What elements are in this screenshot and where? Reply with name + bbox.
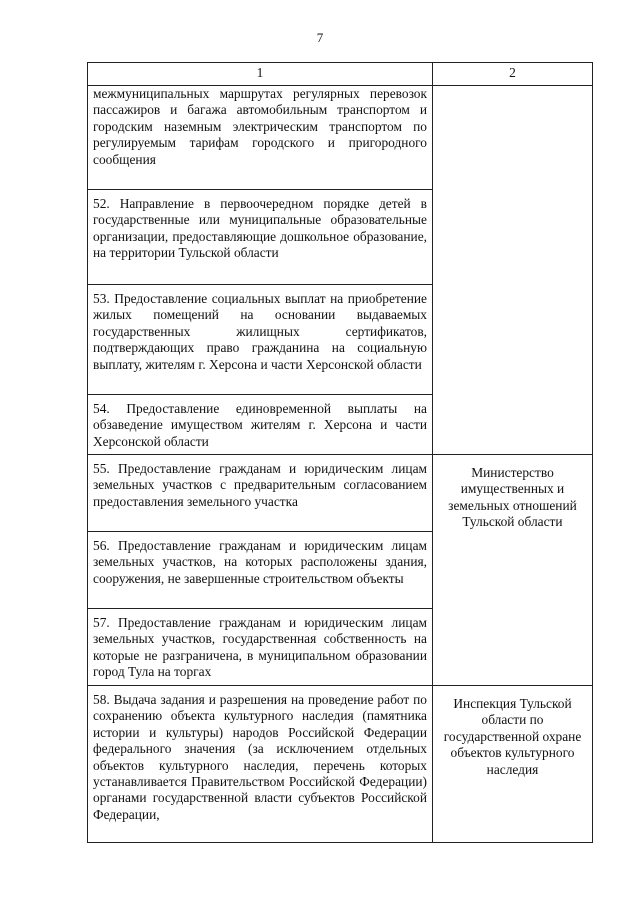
authority-cell-inspection: Инспекция Тульской области по государственной охране объектов культурного наследия [433, 686, 593, 843]
service-cell: 56. Предоставление гражданам и юридическим лицам земельных участков, на которых расположены здания, сооружения, не завершенные строительством объекты [88, 532, 433, 609]
table-header-row [88, 63, 593, 86]
services-table [87, 62, 593, 843]
service-cell: 54. Предоставление единовременной выплаты на обзаведение имуществом жителям г. Херсона и части Херсонской области [88, 395, 433, 455]
table-row [88, 86, 593, 190]
service-cell: межмуниципальных маршрутах регулярных перевозок пассажиров и багажа автомобильным транспортом и городским наземным электрическим транспортом по регулируемым тарифам городского и пригородного сообщения [88, 86, 433, 190]
service-cell: 52. Направление в первоочередном порядке детей в государственные или муниципальные образовательные организации, предоставляющие дошкольное образование, на территории Тульской области [88, 190, 433, 285]
service-cell: 53. Предоставление социальных выплат на приобретение жилых помещений на основании выдаваемых государственных жилищных сертификатов, подтверждающих право гражданина на социальную выплату, жителям г. Херсона и части Херсонской области [88, 285, 433, 395]
table-row [88, 455, 593, 532]
service-cell: 58. Выдача задания и разрешения на проведение работ по сохранению объекта культурного наследия (памятника истории и культуры) народов Российской Федерации федерального значения (за исключением отдельных объектов культурного наследия, перечень которых устанавливается Правительством Российской Федерации) органами государственной власти субъектов Российской Федерации, [88, 686, 433, 843]
service-cell: 55. Предоставление гражданам и юридическим лицам земельных участков с предварительным согласованием предоставления земельного участка [88, 455, 433, 532]
column-header-1: 1 [88, 63, 433, 86]
page-number: 7 [316, 30, 324, 45]
authority-cell [433, 86, 593, 455]
authority-cell-ministry: Министерство имущественных и земельных отношений Тульской области [433, 455, 593, 686]
table-row [88, 686, 593, 843]
column-header-2: 2 [433, 63, 593, 86]
service-cell: 57. Предоставление гражданам и юридическим лицам земельных участков, государственная собственность на которые не разграничена, в муниципальном образовании город Тула на торгах [88, 609, 433, 686]
